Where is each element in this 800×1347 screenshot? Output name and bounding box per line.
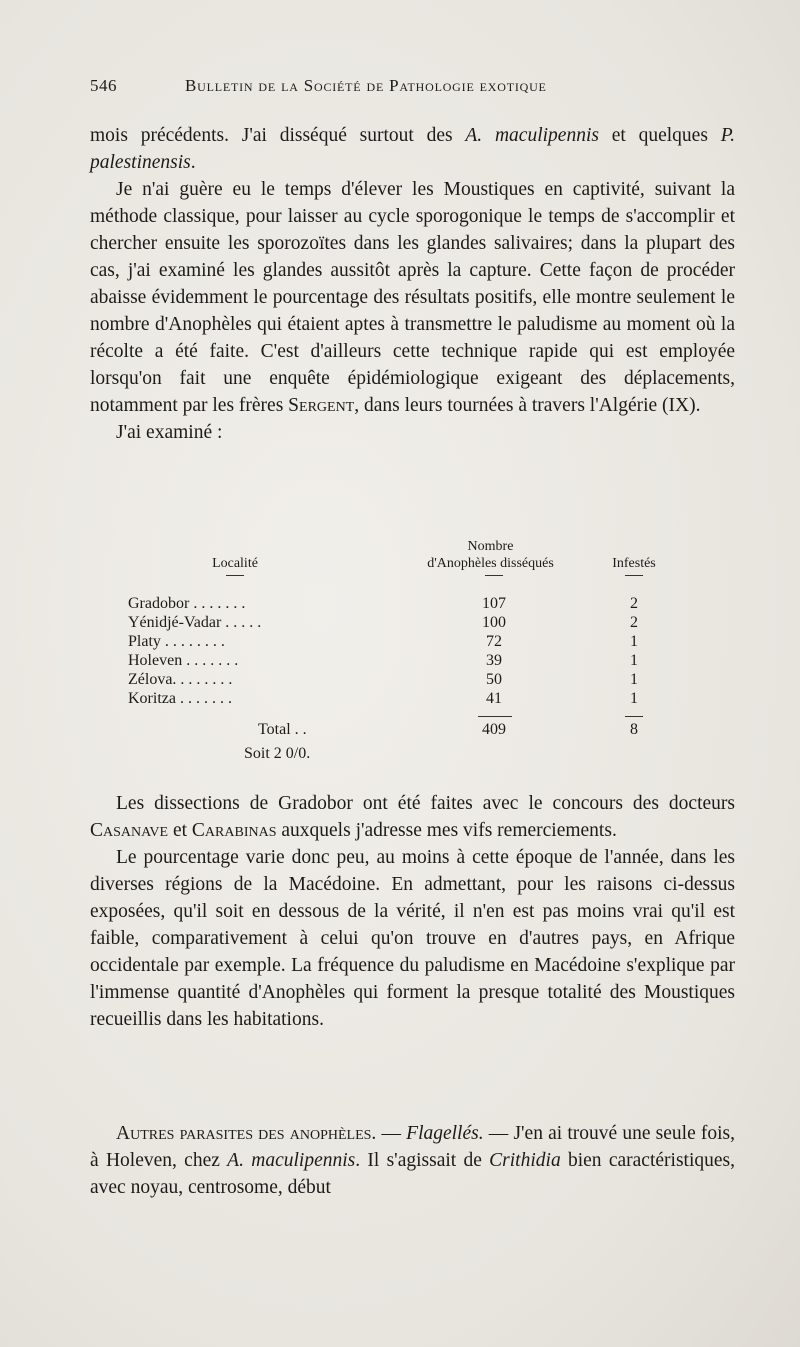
row-infected: 2 xyxy=(630,595,638,612)
journal-title: Bulletin de la Société de Pathologie exotique xyxy=(185,76,547,95)
section-heading: Autres parasites des anophèles. xyxy=(116,1123,377,1144)
row-locality: Yénidjé-Vadar . . . . . xyxy=(128,614,262,631)
total-infected: 8 xyxy=(630,721,638,738)
row-infected: 1 xyxy=(630,633,638,650)
table-row xyxy=(128,670,678,689)
author-name: Casanave xyxy=(90,820,169,841)
paragraph-examined: J'ai examiné : xyxy=(116,422,223,443)
column-header-infestes: Infestés xyxy=(612,556,656,571)
row-infected: 1 xyxy=(630,690,638,707)
header-dash xyxy=(226,575,244,576)
text-block-parasites xyxy=(90,1120,735,1201)
header-dash xyxy=(625,575,643,576)
table-row xyxy=(128,613,678,632)
paragraph-method: Je n'ai guère eu le temps d'élever les Moustiques en captivité, suivant la méthode classique, pour laisser au cycle sporogonique le temps de s'accomplir et chercher ensuite les sporozoïtes dans les glandes salivaires; dans la plupart des cas, j'ai examiné les glandes aussitôt après la capture. Cette façon de procéder abaisse évidemment le pourcentage des résultats positifs, elle montre seulement le nombre d'Anophèles qui étaient aptes à transmettre le paludisme au moment où la récolte a été faite. C'est d'ailleurs cette technique rapide qui est employée lorsqu'on fait une enquête épidémiologique exigeant des déplacements, notamment par les frères Sergent, dans leurs tournées à travers l'Algérie (IX). xyxy=(90,179,735,416)
percentage-note: Soit 2 0/0. xyxy=(244,745,311,762)
row-dissected: 39 xyxy=(486,652,502,669)
row-locality: Holeven . . . . . . . xyxy=(128,652,239,669)
row-locality: Platy . . . . . . . . xyxy=(128,633,225,650)
dissection-table xyxy=(128,538,678,768)
page-number: 546 xyxy=(90,76,117,95)
genus-name: Crithidia xyxy=(489,1150,561,1171)
paragraph-acknowledgement: Les dissections de Gradobor ont été faites avec le concours des docteurs Casanave et Carabinas auxquels j'adresse mes vifs remerciements. xyxy=(90,793,735,841)
row-infected: 1 xyxy=(630,671,638,688)
total-dissected: 409 xyxy=(482,721,506,738)
table-row xyxy=(128,651,678,670)
species-name: A. maculipennis xyxy=(227,1150,356,1171)
row-dissected: 72 xyxy=(486,633,502,650)
table-row xyxy=(128,632,678,651)
row-locality: Koritza . . . . . . . xyxy=(128,690,232,707)
row-locality: Gradobor . . . . . . . xyxy=(128,595,246,612)
header-dash xyxy=(485,575,503,576)
row-dissected: 100 xyxy=(482,614,506,631)
text-block-top xyxy=(90,122,735,446)
row-infected: 2 xyxy=(630,614,638,631)
paragraph-parasites: Autres parasites des anophèles. — Flagellés. — J'en ai trouvé une seule fois, à Holeven, chez A. maculipennis. Il s'agissait de Crithidia bien caractéristiques, avec noyau, centrosome, début xyxy=(90,1123,736,1198)
column-header-localite: Localité xyxy=(212,556,258,571)
author-name: Sergent xyxy=(288,395,355,416)
sum-rule xyxy=(478,716,512,717)
paragraph-intro: mois précédents. J'ai disséqué surtout des A. maculipennis et quelques P. palestinensis. xyxy=(90,125,735,173)
species-name: A. maculipennis xyxy=(465,125,599,146)
row-locality: Zélova. . . . . . . . xyxy=(128,671,233,688)
running-header xyxy=(90,76,640,100)
row-dissected: 50 xyxy=(486,671,502,688)
paragraph-percentage: Le pourcentage varie donc peu, au moins à cette époque de l'année, dans les diverses régions de la Macédoine. En admettant, pour les raisons ci-dessus exposées, qu'il soit en dessous de la vérité, il n'en est pas moins vrai qu'il est faible, comparativement à celui qu'on trouve en d'autres pays, en Afrique occidentale par exemple. La fréquence du paludisme en Macédoine s'explique par l'immense quantité d'Anophèles qui forment la presque totalité des Moustiques recueillis dans les habitations. xyxy=(90,847,735,1030)
text-block-bottom xyxy=(90,790,735,1033)
species-name: P. palestinensis xyxy=(90,125,735,173)
row-dissected: 107 xyxy=(482,595,506,612)
table-row xyxy=(128,594,678,613)
row-dissected: 41 xyxy=(486,690,502,707)
table-row xyxy=(128,689,678,708)
author-name: Carabinas xyxy=(191,820,277,841)
sum-rule xyxy=(625,716,643,717)
row-infected: 1 xyxy=(630,652,638,669)
total-label: Total . . xyxy=(258,721,307,738)
column-header-nombre: Nombre d'Anophèles disséqués xyxy=(427,539,554,571)
subsection-heading: Flagellés. xyxy=(406,1123,484,1144)
